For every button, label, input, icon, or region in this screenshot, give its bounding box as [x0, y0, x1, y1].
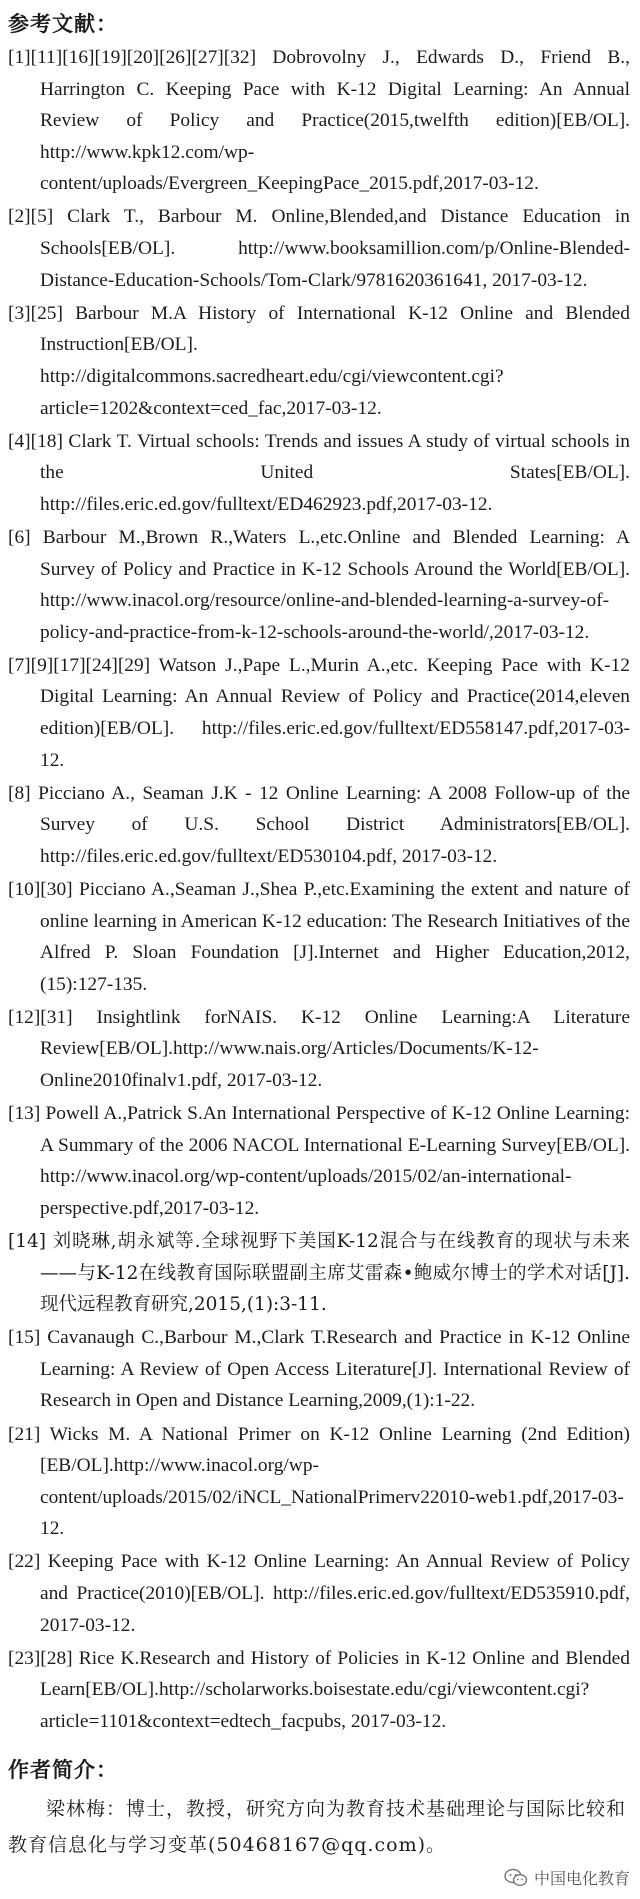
reference-item: [22] Keeping Pace with K-12 Online Learning: An Annual Review of Policy and Practice(2010)[EB/OL]. http://files.eric.ed.gov/fulltext/ED535910.pdf, 2017-03-12. — [8, 1551, 630, 1636]
reference-item: [15] Cavanaugh C.,Barbour M.,Clark T.Research and Practice in K-12 Online Learning: A Review of Open Access Literature[J]. International Review of Research in Open and Distance Learning,2009,(1):1-22. — [8, 1327, 630, 1412]
reference-item: [21] Wicks M. A National Primer on K-12 Online Learning (2nd Edition) [EB/OL].http://www.inacol.org/wp-content/uploads/2015/02/iNCL_NationalPrimerv22010-web1.pdf,2017-03-12. — [8, 1423, 630, 1540]
reference-item: [3][25] Barbour M.A History of International K-12 Online and Blended Instruction[EB/OL]. http://digitalcommons.sacredheart.edu/cgi/viewcontent.cgi?article=1202&context=ced_fac,2017-03-12. — [8, 302, 630, 419]
references-heading: 参考文献： — [8, 12, 118, 36]
watermark — [504, 1866, 630, 1889]
reference-item: [8] Picciano A., Seaman J.K - 12 Online Learning: A 2008 Follow-up of the Survey of U.S. School District Administrators[EB/OL]. http://files.eric.ed.gov/fulltext/ED530104.pdf, 2017-03-12. — [8, 782, 630, 867]
reference-item: [7][9][17][24][29] Watson J.,Pape L.,Murin A.,etc. Keeping Pace with K-12 Digital Learning: An Annual Review of Policy and Practice(2014,eleven edition)[EB/OL]. http://files.eric.ed.gov/fulltext/ED558147.pdf,2017-03-12. — [8, 654, 630, 771]
wechat-icon — [504, 1868, 528, 1888]
author-heading: 作者简介： — [8, 1758, 118, 1782]
reference-item: [23][28] Rice K.Research and History of Policies in K-12 Online and Blended Learn[EB/OL].http://scholarworks.boisestate.edu/cgi/viewcontent.cgi?article=1101&context=edtech_facpubs, 2017-03-12. — [8, 1647, 630, 1732]
reference-item: [14] 刘晓琳,胡永斌等.全球视野下美国K-12混合与在线教育的现状与未来——与K-12在线教育国际联盟副主席艾雷森•鲍威尔博士的学术对话[J].现代远程教育研究,2015,(1):3-11. — [8, 1230, 630, 1316]
watermark-text: 中国电化教育 — [533, 1869, 630, 1888]
reference-item: [10][30] Picciano A.,Seaman J.,Shea P.,etc.Examining the extent and nature of online learning in American K-12 education: The Research Initiatives of the Alfred P. Sloan Foundation [J].Internet and Higher Education,2012,(15):127-135. — [8, 878, 630, 995]
reference-item: [2][5] Clark T., Barbour M. Online,Blended,and Distance Education in Schools[EB/OL]. http://www.booksamillion.com/p/Online-Blended-Distance-Education-Schools/Tom-Clark/9781620361641, 2017-03-12. — [8, 206, 630, 291]
reference-item: [1][11][16][19][20][26][27][32] Dobrovolny J., Edwards D., Friend B., Harrington C. Keeping Pace with K-12 Digital Learning: An Annual Review of Policy and Practice(2015,twelfth edition)[EB/OL]. http://www.kpk12.com/wp-content/uploads/Evergreen_KeepingPace_2015.pdf,2017-03-12. — [8, 47, 630, 195]
reference-item: [4][18] Clark T. Virtual schools: Trends and issues A study of virtual schools in the United States[EB/OL]. http://files.eric.ed.gov/fulltext/ED462923.pdf,2017-03-12. — [8, 430, 630, 515]
reference-item: [6] Barbour M.,Brown R.,Waters L.,etc.Online and Blended Learning: A Survey of Policy and Practice in K-12 Schools Around the World[EB/OL]. http://www.inacol.org/resource/online-and-blended-learning-a-survey-of-policy-and-practice-from-k-12-schools-around-the-world/,2017-03-12. — [8, 526, 630, 643]
reference-item: [13] Powell A.,Patrick S.An International Perspective of K-12 Online Learning: A Summary of the 2006 NACOL International E-Learning Survey[EB/OL]. http://www.inacol.org/wp-content/uploads/2015/02/an-international-perspective.pdf,2017-03-12. — [8, 1103, 630, 1219]
author-bio: 梁林梅：博士，教授，研究方向为教育技术基础理论与国际比较和教育信息化与学习变革(50468167@qq.com)。 — [8, 1798, 627, 1856]
reference-item: [12][31] Insightlink forNAIS. K-12 Online Learning:A Literature Review[EB/OL].http://www.nais.org/Articles/Documents/K-12-Online2010finalv1.pdf, 2017-03-12. — [8, 1006, 630, 1091]
references-list — [0, 42, 640, 1739]
